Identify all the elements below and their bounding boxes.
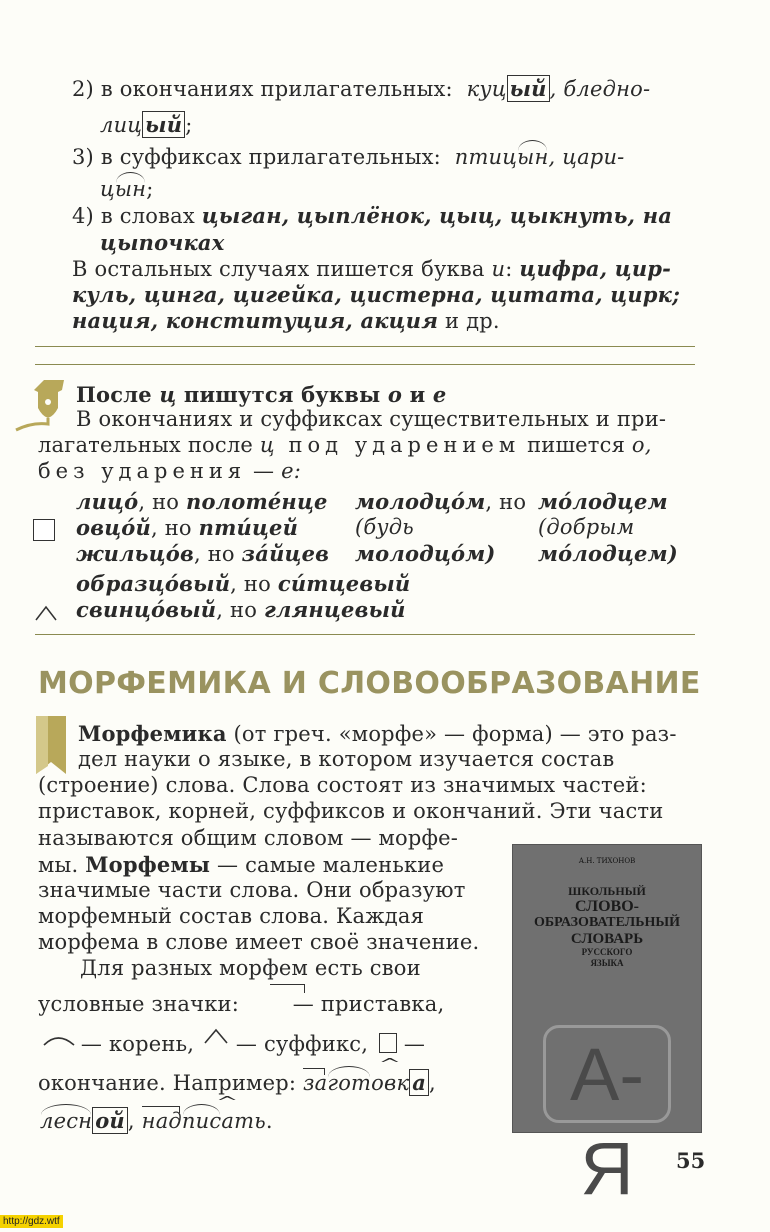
example-row-1: лицó, но полотéнце <box>76 489 328 514</box>
example-col2-row3: молодцóм) <box>355 541 496 566</box>
prefix-symbol-icon <box>270 984 305 993</box>
para1-line9: морфема в слове имеет своё значение. <box>38 930 480 954</box>
para2-line3: — корень, — суффикс, — <box>38 1032 425 1056</box>
example-col3-row2: (добрым <box>538 515 635 539</box>
example-row-3: жильцóв, но зáйцев <box>76 541 330 566</box>
book-title-line-4: СЛОВАРЬ <box>570 931 644 947</box>
rule-line-2: лагательных после ц под ударением пишется о, <box>38 433 652 457</box>
para1-line2: дел науки о языке, в котором изучается состав <box>78 747 615 771</box>
rule-line-1: В окончаниях и суффиксах существительных и при- <box>76 407 667 431</box>
example-col3-row1: мóлодцем <box>538 489 668 514</box>
book-title-line-5: РУССКОГО <box>581 947 633 957</box>
book-title-line-1: ШКОЛЬНЫЙ <box>568 884 646 898</box>
para1-line4: приставок, корней, суффиксов и окончаний. Эти части <box>38 799 664 823</box>
pen-nib-icon <box>14 378 66 436</box>
example-col2-row2: (будь <box>355 515 414 539</box>
suffix-symbol-icon <box>34 604 58 622</box>
divider-bottom <box>35 634 695 635</box>
example-col3-row3: мóлодцем) <box>538 541 678 566</box>
book-author: А.Н. ТИХОНОВ <box>578 857 636 865</box>
rule-title: После ц пишутся буквы о и е <box>76 382 447 407</box>
para2-line2: условные значки: — приставка, <box>38 992 444 1016</box>
para1-line7: значимые части слова. Они образуют <box>38 878 466 902</box>
book-title-line-2: СЛОВО- <box>575 898 639 915</box>
rest-line-3: нация, конституция, акция и др. <box>72 308 500 333</box>
page-number: 55 <box>676 1148 706 1173</box>
list-item-3: 3) в суффиксах прилагательных: птицын, цари- <box>72 145 625 169</box>
para2-line4: окончание. Например: загот^ овк а , <box>38 1070 436 1095</box>
para2-line5: лесн ой , надпис^ ать. <box>40 1108 273 1133</box>
para1-line1: Морфемика (от греч. «морфе» — форма) — это раз- <box>78 721 677 746</box>
example-col2-row1: молодцóм, но <box>355 489 527 514</box>
suffix-example-2: свинцóвый, но глянцевый <box>76 597 406 622</box>
list-item-3-cont: цын; <box>100 177 154 201</box>
para1-line6: мы. Морфемы — самые маленькие <box>38 852 445 877</box>
root-symbol-icon <box>38 1041 74 1051</box>
watermark-link[interactable]: http://gdz.wtf <box>0 1215 63 1228</box>
list-item-4-cont: цыпочках <box>100 230 225 255</box>
para1-line8: морфемный состав слова. Каждая <box>38 904 425 928</box>
para1-line5: называются общим словом — морфе- <box>38 826 459 850</box>
para2-line1: Для разных морфем есть свои <box>80 956 421 980</box>
section-heading: МОРФЕМИКА И СЛОВООБРАЗОВАНИЕ <box>38 666 701 701</box>
ending-symbol-icon <box>33 519 55 541</box>
suffix-symbol-icon-2 <box>201 1041 229 1051</box>
para1-line3: (строение) слова. Слова состоят из значимых частей: <box>38 773 647 797</box>
suffix-example-1: образцóвый, но сúтцевый <box>76 571 411 596</box>
book-emblem: А-Я <box>543 1025 671 1123</box>
ending-symbol-icon-2 <box>379 1033 397 1053</box>
book-title-line-3: ОБРАЗОВАТЕЛЬНЫЙ <box>534 915 680 930</box>
list-item-4: 4) в словах цыган, цыплёнок, цыц, цыкнуть, на <box>72 203 673 228</box>
divider-top-1 <box>35 346 695 347</box>
rule-line-3: без ударения — е: <box>38 459 301 483</box>
list-item-2-cont: лиц ый ; <box>100 112 193 137</box>
list-item-2: 2) в окончаниях прилагательных: куц ый , бледно- <box>72 76 651 101</box>
example-row-2: овцóй, но птúцей <box>76 515 299 540</box>
book-title-line-6: ЯЗЫКА <box>590 958 624 968</box>
divider-top-2 <box>35 364 695 365</box>
rest-line-2: куль, цинга, цигейка, цистерна, цитата, цирк; <box>72 282 681 307</box>
bookmark-icon <box>36 716 66 774</box>
rest-line-1: В остальных случаях пишется буква и: цифра, цир- <box>72 256 672 281</box>
